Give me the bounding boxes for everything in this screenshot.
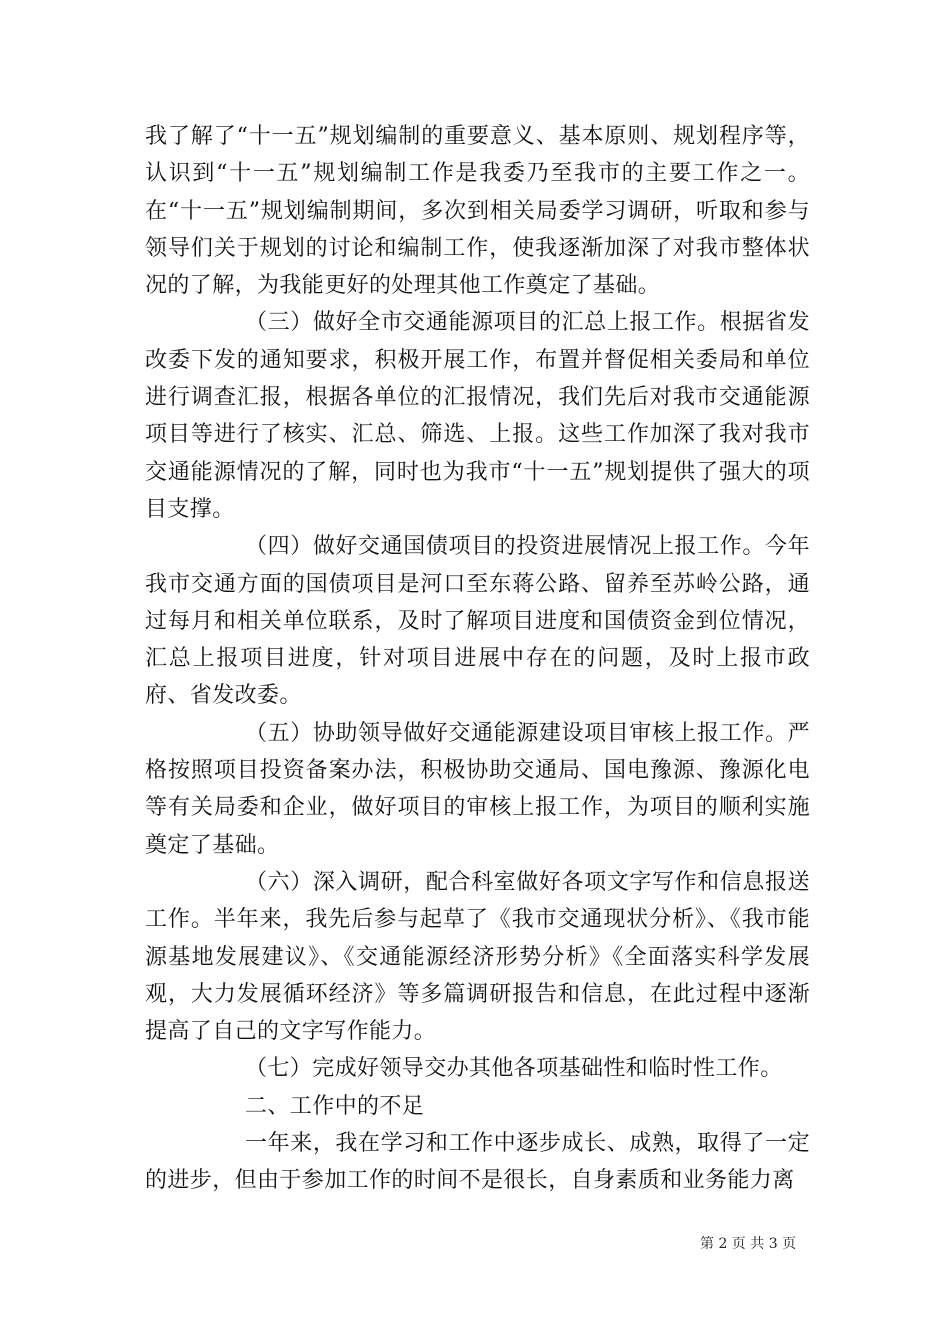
paragraph-item-4: （四）做好交通国债项目的投资进展情况上报工作。今年我市交通方面的国债项目是河口至东蒋公路、留养至苏岭公路，通过每月和相关单位联系，及时了解项目进度和国债资金到位情况，汇总上报项目进度，针对项目进展中存在的问题，及时上报市政府、省发改委。 — [145, 534, 810, 709]
document-body — [145, 118, 810, 1200]
paragraph-item-6: （六）深入调研，配合科室做好各项文字写作和信息报送工作。半年来，我先后参与起草了《我市交通现状分析》、《我市能源基地发展建议》、《交通能源经济形势分析》《全面落实科学发展观，大力发展循环经济》等多篇调研报告和信息，在此过程中逐渐提高了自己的文字写作能力。 — [145, 869, 810, 1045]
paragraph-item-7: （七）完成好领导交办其他各项基础性和临时性工作。 — [245, 1056, 783, 1082]
paragraph-item-5: （五）协助领导做好交通能源建设项目审核上报工作。严格按照项目投资备案办法，积极协助交通局、国电豫源、豫源化电等有关局委和企业，做好项目的审核上报工作，为项目的顺利实施奠定了基础。 — [145, 720, 810, 858]
paragraph-shortcomings: 一年来，我在学习和工作中逐步成长、成熟，取得了一定的进步，但由于参加工作的时间不是很长，自身素质和业务能力离 — [145, 1131, 810, 1194]
page-number-footer: 第 2 页 共 3 页 — [700, 1236, 797, 1252]
paragraph-intro: 我了解了“十一五”规划编制的重要意义、基本原则、规划程序等，认识到“十一五”规划编制工作是我委乃至我市的主要工作之一。在“十一五”规划编制期间，多次到相关局委学习调研，听取和参与领导们关于规划的讨论和编制工作，使我逐渐加深了对我市整体状况的了解，为我能更好的处理其他工作奠定了基础。 — [145, 124, 810, 299]
paragraph-item-3: （三）做好全市交通能源项目的汇总上报工作。根据省发改委下发的通知要求，积极开展工作，布置并督促相关委局和单位进行调查汇报，根据各单位的汇报情况，我们先后对我市交通能源项目等进行了核实、汇总、筛选、上报。这些工作加深了我对我市交通能源情况的了解，同时也为我市“十一五”规划提供了强大的项目支撑。 — [145, 310, 810, 522]
section-heading-shortcomings: 二、工作中的不足 — [245, 1093, 425, 1119]
